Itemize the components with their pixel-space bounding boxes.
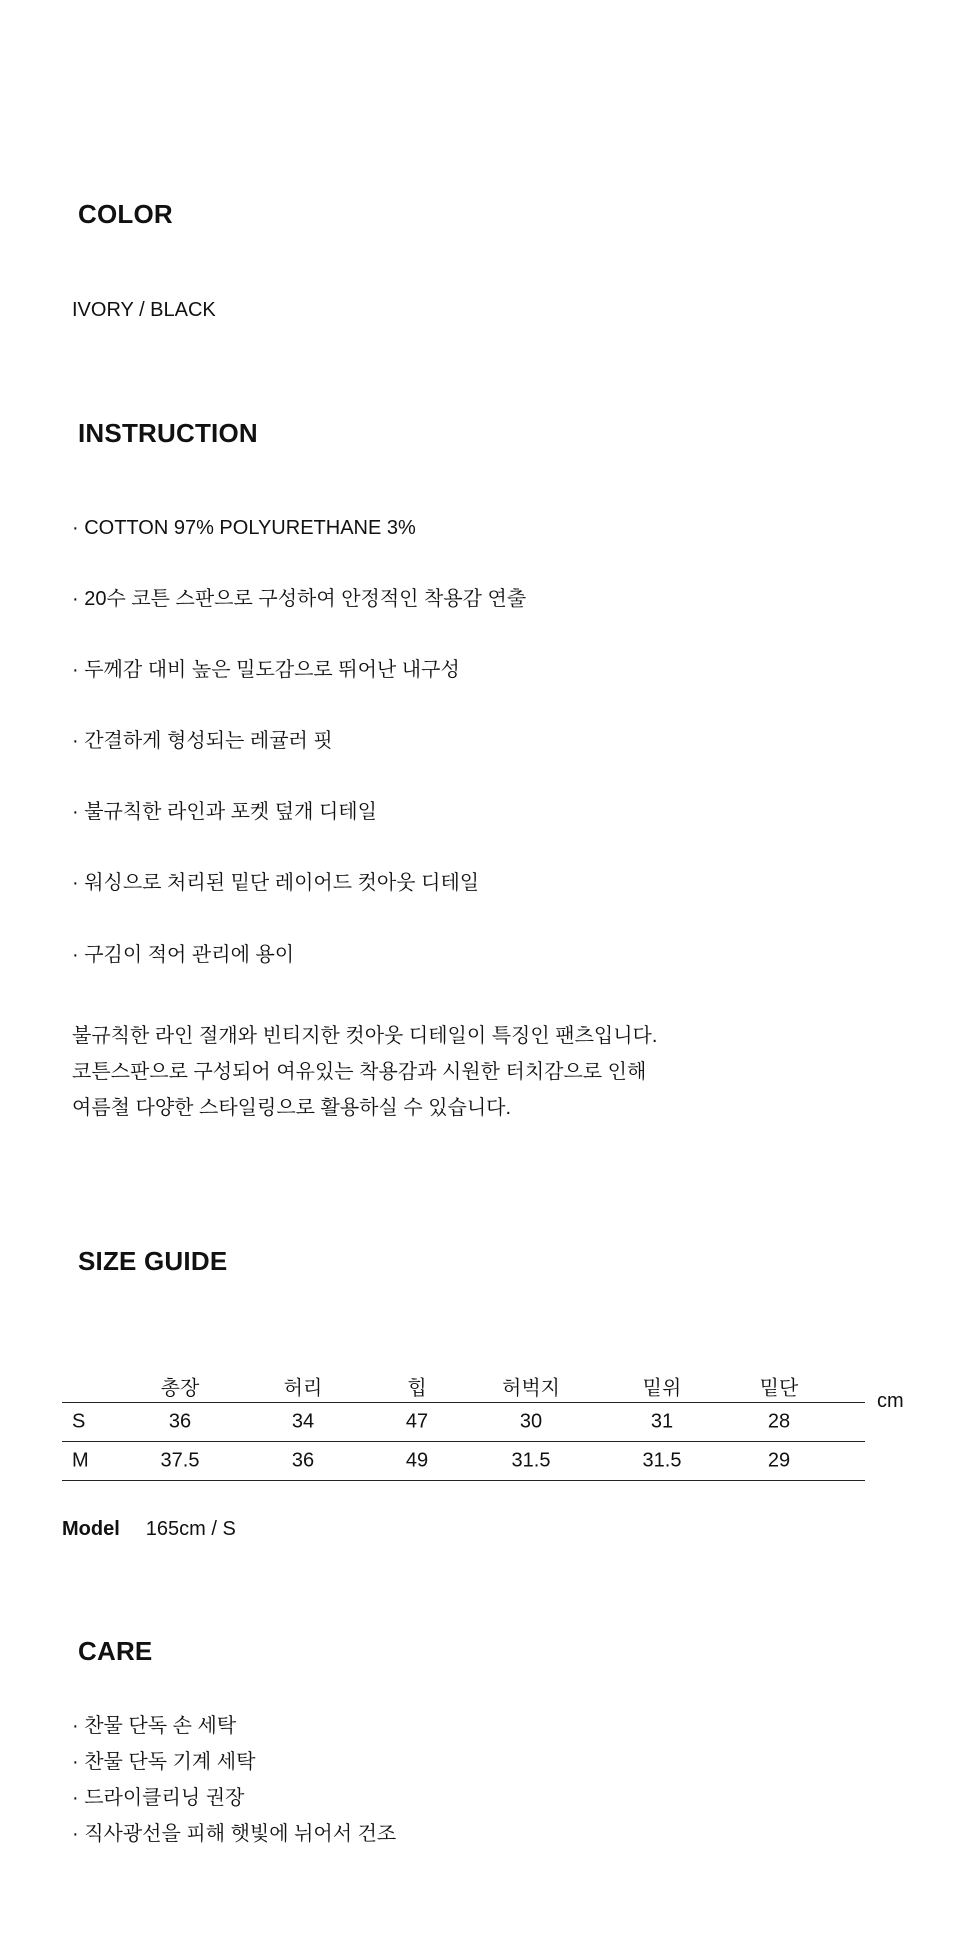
description-line: 불규칙한 라인 절개와 빈티지한 컷아웃 디테일이 특징인 팬츠입니다. [72,1025,658,1047]
model-label: Model [62,1518,120,1540]
table-cell: 34 [291,1410,315,1433]
size-guide-heading: SIZE GUIDE [78,1246,228,1276]
column-header: 총장 [160,1377,200,1400]
column-header: 밑단 [759,1377,799,1400]
color-value: IVORY / BLACK [72,299,216,321]
model-value: 165cm / S [145,1518,236,1540]
instruction-bullet: · 두께감 대비 높은 밀도감으로 뛰어난 내구성 [72,659,460,681]
instruction-heading: INSTRUCTION [78,418,258,448]
product-description [72,1018,657,1126]
description-line: 코튼스판으로 구성되어 여유있는 착용감과 시원한 터치감으로 인해 [72,1061,647,1083]
list-item: · 찬물 단독 기계 세탁 [72,1751,256,1773]
size-label: M [72,1449,89,1472]
table-cell: 30 [519,1410,543,1433]
size-table-header-row [62,1370,865,1403]
table-cell: 47 [405,1410,429,1433]
list-item: · 드라이클리닝 권장 [72,1787,245,1809]
instruction-bullet: · 간결하게 형성되는 레귤러 핏 [72,730,333,752]
instruction-bullet: · 불규칙한 라인과 포켓 덮개 디테일 [72,801,377,823]
column-header: 허벅지 [502,1377,560,1400]
size-table [62,1370,865,1481]
instruction-bullet: · 워싱으로 처리된 밑단 레이어드 컷아웃 디테일 [72,872,480,894]
table-cell: 36 [291,1449,315,1472]
table-cell: 31.5 [511,1449,551,1472]
column-header: 힙 [407,1377,427,1400]
column-header: 허리 [283,1377,323,1400]
table-cell: 29 [767,1449,791,1472]
table-row [62,1403,865,1442]
table-cell: 36 [168,1410,192,1433]
table-cell: 28 [767,1410,791,1433]
list-item: · 직사광선을 피해 햇빛에 뉘어서 건조 [72,1823,397,1845]
table-cell: 49 [405,1449,429,1472]
table-cell: 31.5 [642,1449,682,1472]
table-cell: 37.5 [160,1449,200,1472]
color-heading: COLOR [78,199,173,229]
instruction-bullet: · 구김이 적어 관리에 용이 [72,944,295,966]
description-line: 여름철 다양한 스타일링으로 활용하실 수 있습니다. [72,1097,512,1119]
instruction-bullet: · 20수 코튼 스판으로 구성하여 안정적인 착용감 연출 [72,588,527,610]
instruction-bullet: · COTTON 97% POLYURETHANE 3% [72,517,416,539]
list-item: · 찬물 단독 손 세탁 [72,1715,237,1737]
model-info [62,1518,236,1541]
size-unit: cm [877,1390,904,1412]
size-label: S [72,1410,86,1433]
column-header: 밑위 [642,1377,682,1400]
care-list [72,1708,396,1852]
care-heading: CARE [78,1636,153,1666]
table-row [62,1442,865,1481]
table-cell: 31 [650,1410,674,1433]
